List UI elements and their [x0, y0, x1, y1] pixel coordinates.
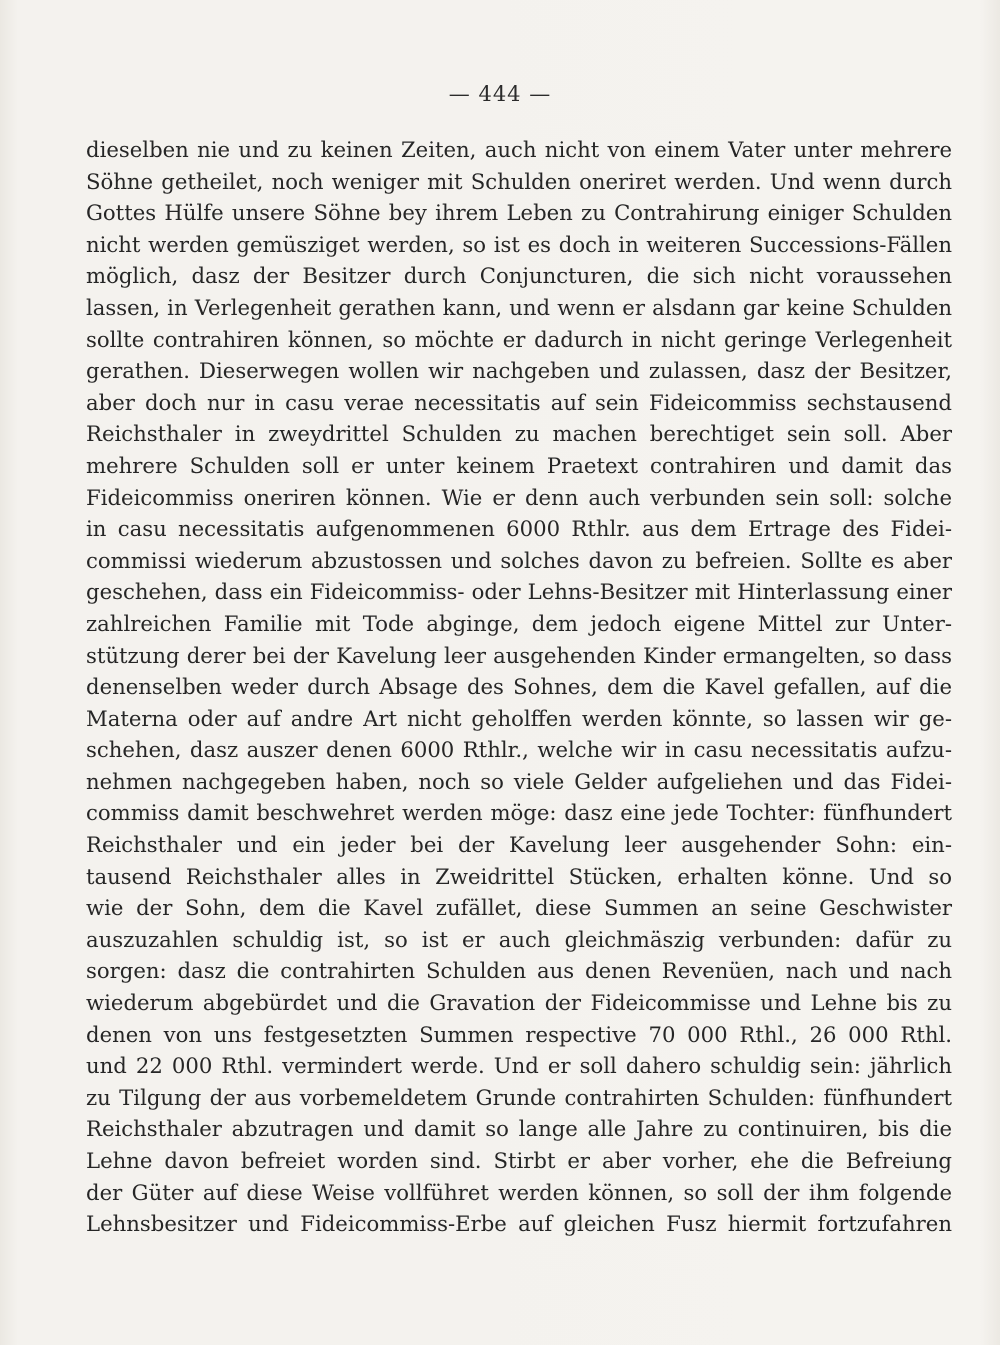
text-line: gerathen. Dieserwegen wollen wir nachgeben und zulassen, dasz der Besitzer, — [86, 358, 952, 384]
text-line: wie der Sohn, dem die Kavel zufället, diese Summen an seine Geschwister — [86, 895, 952, 921]
text-line: zahlreichen Familie mit Tode abginge, dem jedoch eigene Mittel zur Unter- — [86, 610, 952, 636]
text-line: geschehen, dass ein Fideicommiss- oder Lehns-Besitzer mit Hinterlassung einer — [86, 579, 952, 605]
text-line: möglich, dasz der Besitzer durch Conjuncturen, die sich nicht voraussehen — [86, 263, 952, 289]
text-line: Lehnsbesitzer und Fideicommiss-Erbe auf gleichen Fusz hiermit fortzufahren — [86, 1211, 952, 1237]
text-line: denenselben weder durch Absage des Sohnes, dem die Kavel gefallen, auf die — [86, 674, 952, 700]
page-number: — 444 — — [448, 82, 552, 106]
text-line: auszuzahlen schuldig ist, so ist er auch gleichmäszig verbunden: dafür zu — [86, 926, 952, 952]
text-line: sollte contrahiren können, so möchte er dadurch in nicht geringe Verlegenheit — [86, 326, 952, 352]
text-line: Reichsthaler und ein jeder bei der Kavelung leer ausgehender Sohn: ein- — [86, 832, 952, 858]
body-text — [86, 134, 952, 1240]
text-line: tausend Reichsthaler alles in Zweidrittel Stücken, erhalten könne. Und so — [86, 863, 952, 889]
text-line: der Güter auf diese Weise vollführet werden können, so soll der ihm folgende — [86, 1179, 952, 1205]
text-line: Söhne getheilet, noch weniger mit Schulden oneriret werden. Und wenn durch — [86, 168, 952, 194]
text-line: Reichsthaler abzutragen und damit so lange alle Jahre zu continuiren, bis die — [86, 1116, 952, 1142]
text-line: aber doch nur in casu verae necessitatis auf sein Fideicommiss sechstausend — [86, 389, 952, 415]
text-line: in casu necessitatis aufgenommenen 6000 Rthlr. aus dem Ertrage des Fidei- — [86, 516, 952, 542]
text-line: sorgen: dasz die contrahirten Schulden aus denen Revenüen, nach und nach — [86, 958, 952, 984]
text-line: schehen, dasz auszer denen 6000 Rthlr., welche wir in casu necessitatis aufzu- — [86, 737, 952, 763]
text-line: Gottes Hülfe unsere Söhne bey ihrem Leben zu Contrahirung einiger Schulden — [86, 200, 952, 226]
text-line: commiss damit beschwehret werden möge: dasz eine jede Tochter: fünfhundert — [86, 800, 952, 826]
text-line: Lehne davon befreiet worden sind. Stirbt er aber vorher, ehe die Befreiung — [86, 1148, 952, 1173]
text-line: Materna oder auf andre Art nicht geholffen werden könnte, so lassen wir ge- — [86, 705, 952, 731]
text-line: nicht werden gemüsziget werden, so ist es doch in weiteren Successions-Fällen — [86, 231, 952, 257]
text-line: Fideicommiss oneriren können. Wie er denn auch verbunden sein soll: solche — [86, 484, 952, 510]
text-line: wiederum abgebürdet und die Gravation der Fideicommisse und Lehne bis zu — [86, 990, 952, 1016]
text-line: stützung derer bei der Kavelung leer ausgehenden Kinder ermangelten, so dass — [86, 642, 952, 668]
text-line: dieselben nie und zu keinen Zeiten, auch nicht von einem Vater unter mehrere — [86, 137, 952, 162]
text-line: und 22 000 Rthl. vermindert werde. Und er soll dahero schuldig sein: jährlich — [86, 1053, 952, 1079]
text-line: mehrere Schulden soll er unter keinem Praetext contrahiren und damit das — [86, 452, 952, 478]
text-line: commissi wiederum abzustossen und solches davon zu befreien. Sollte es aber — [86, 547, 952, 573]
text-line: Reichsthaler in zweydrittel Schulden zu machen berechtiget sein soll. Aber — [86, 421, 952, 447]
text-line: lassen, in Verlegenheit gerathen kann, und wenn er alsdann gar keine Schulden — [86, 294, 952, 320]
text-line: nehmen nachgegeben haben, noch so viele Gelder aufgeliehen und das Fidei- — [86, 768, 952, 794]
text-line: zu Tilgung der aus vorbemeldetem Grunde contrahirten Schulden: fünfhundert — [86, 1084, 952, 1110]
text-line: denen von uns festgesetzten Summen respective 70 000 Rthl., 26 000 Rthl. — [86, 1021, 952, 1047]
